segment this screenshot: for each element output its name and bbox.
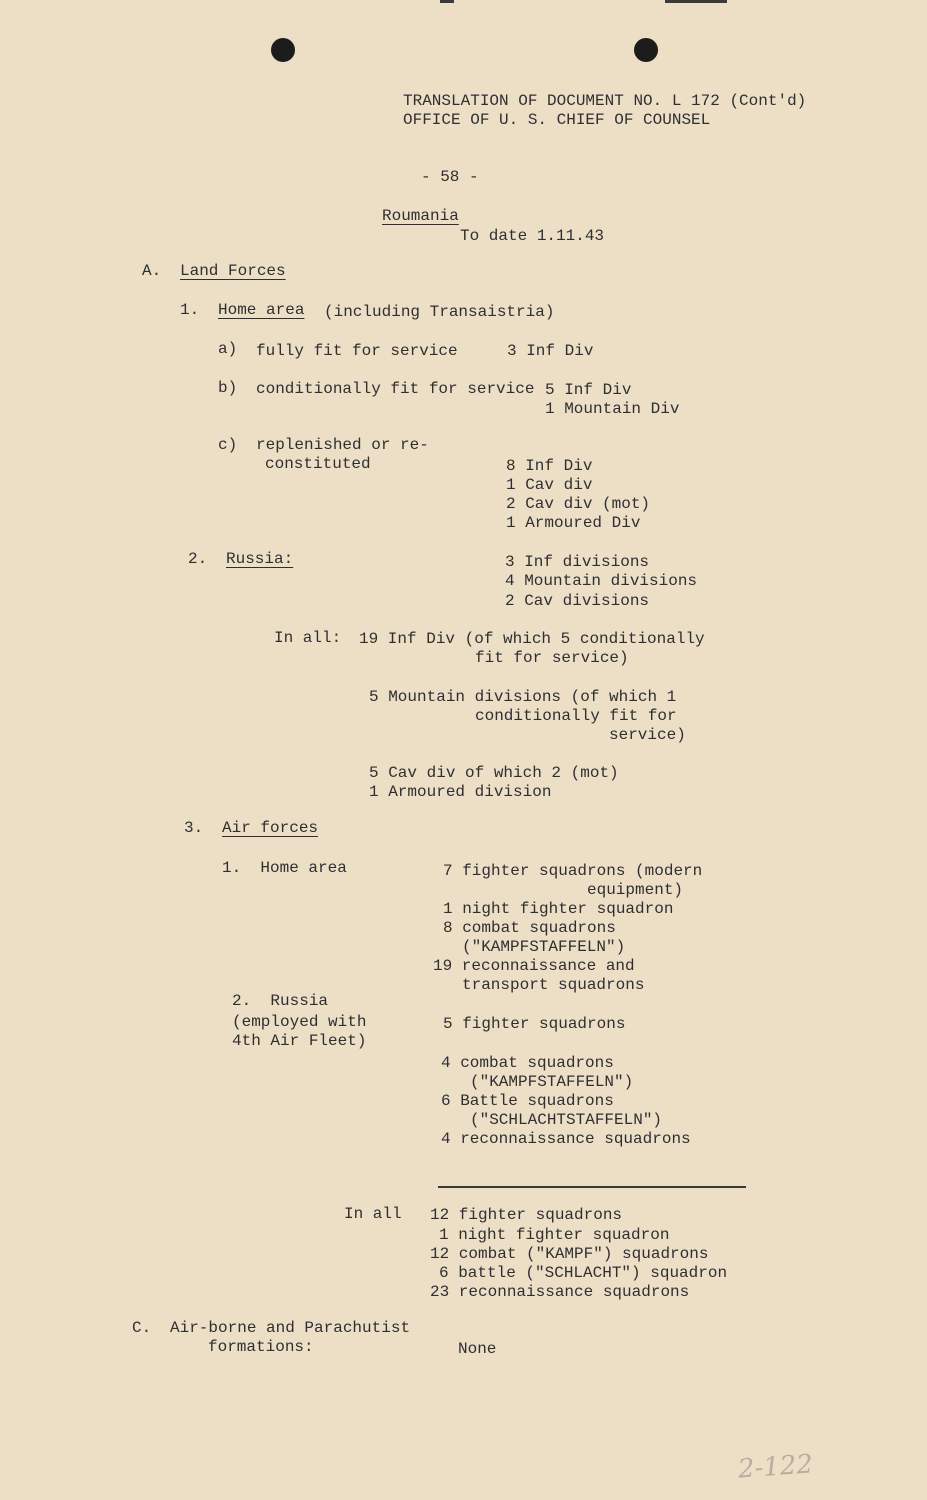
air-home-line: ("KAMPFSTAFFELN") xyxy=(462,938,626,956)
section-c-label: formations: xyxy=(208,1338,314,1356)
section-c-value: None xyxy=(458,1340,497,1358)
date-line: To date 1.11.43 xyxy=(460,227,605,245)
air-russia-line: ("KAMPFSTAFFELN") xyxy=(470,1073,634,1091)
air-home-line: transport squadrons xyxy=(462,976,645,994)
sub-item-value: 1 Mountain Div xyxy=(545,400,680,418)
sub-item-label: fully fit for service xyxy=(256,342,458,360)
sub-item-label: replenished or re- xyxy=(256,436,429,454)
sub-item-value: 3 Inf Div xyxy=(507,342,594,360)
sub-item-value: 8 Inf Div xyxy=(506,457,593,475)
air-russia-line: 4 reconnaissance squadrons xyxy=(441,1130,691,1148)
air-home-line: 8 combat squadrons xyxy=(443,919,616,937)
air-home-line: 19 reconnaissance and xyxy=(433,957,635,975)
country-title: Roumania xyxy=(382,207,459,225)
top-edge-mark xyxy=(665,0,727,3)
item-number: 1. xyxy=(180,301,200,319)
item-number: 3. xyxy=(184,819,204,837)
punch-hole xyxy=(271,38,295,62)
russia-label: Russia: xyxy=(226,550,294,568)
air-russia-label: 4th Air Fleet) xyxy=(232,1032,367,1050)
russia-value: 4 Mountain divisions xyxy=(505,572,698,590)
section-c-letter: C. xyxy=(132,1319,152,1337)
in-all-line: 19 Inf Div (of which 5 conditionally xyxy=(359,630,705,648)
in-all-line: service) xyxy=(609,726,686,744)
sub-item-label: conditionally fit for service xyxy=(256,380,535,398)
total-rule xyxy=(438,1186,746,1188)
air-home-label: 1. Home area xyxy=(222,859,347,877)
air-in-all-line: 1 night fighter squadron xyxy=(439,1226,670,1244)
sub-item-key: c) xyxy=(218,436,238,454)
section-a-heading: Land Forces xyxy=(180,262,286,280)
in-all-line: 5 Mountain divisions (of which 1 xyxy=(369,688,677,706)
page-number: - 58 - xyxy=(421,168,479,186)
in-all-line: fit for service) xyxy=(475,649,629,667)
sub-item-key: b) xyxy=(218,379,238,397)
punch-hole xyxy=(634,38,658,62)
sub-item-value: 1 Armoured Div xyxy=(506,514,641,532)
air-home-line: 1 night fighter squadron xyxy=(443,900,674,918)
russia-value: 3 Inf divisions xyxy=(505,553,650,571)
air-russia-label: (employed with xyxy=(232,1013,367,1031)
sub-item-value: 2 Cav div (mot) xyxy=(506,495,651,513)
section-c-label: Air-borne and Parachutist xyxy=(170,1319,411,1337)
item-number: 2. xyxy=(188,550,208,568)
in-all-label: In all: xyxy=(274,629,342,647)
air-russia-line: 5 fighter squadrons xyxy=(443,1015,626,1033)
home-area-note: (including Transaistria) xyxy=(324,303,555,321)
air-in-all-line: 12 combat ("KAMPF") squadrons xyxy=(430,1245,709,1263)
air-home-line: equipment) xyxy=(587,881,684,899)
handwritten-page-mark: 2-122 xyxy=(737,1449,814,1485)
sub-item-label: constituted xyxy=(265,455,371,473)
header-line-1: TRANSLATION OF DOCUMENT NO. L 172 (Cont'd) xyxy=(403,92,807,110)
sub-item-key: a) xyxy=(218,340,238,358)
air-in-all-line: 12 fighter squadrons xyxy=(430,1206,623,1224)
in-all-line: 1 Armoured division xyxy=(369,783,552,801)
in-all-line: conditionally fit for xyxy=(475,707,677,725)
air-russia-line: 6 Battle squadrons xyxy=(441,1092,614,1110)
air-russia-label: 2. Russia xyxy=(232,992,329,1010)
sub-item-value: 1 Cav div xyxy=(506,476,593,494)
home-area-label: Home area xyxy=(218,301,305,319)
air-in-all-line: 23 reconnaissance squadrons xyxy=(430,1283,690,1301)
in-all-line: 5 Cav div of which 2 (mot) xyxy=(369,764,619,782)
section-a-letter: A. xyxy=(142,262,162,280)
air-in-all-label: In all xyxy=(344,1205,402,1223)
sub-item-value: 5 Inf Div xyxy=(545,381,632,399)
air-in-all-line: 6 battle ("SCHLACHT") squadron xyxy=(439,1264,728,1282)
russia-value: 2 Cav divisions xyxy=(505,592,650,610)
top-edge-mark xyxy=(440,0,454,3)
header-line-2: OFFICE OF U. S. CHIEF OF COUNSEL xyxy=(403,111,711,129)
air-russia-line: 4 combat squadrons xyxy=(441,1054,614,1072)
air-forces-label: Air forces xyxy=(222,819,319,837)
air-russia-line: ("SCHLACHTSTAFFELN") xyxy=(470,1111,663,1129)
air-home-line: 7 fighter squadrons (modern xyxy=(443,862,703,880)
